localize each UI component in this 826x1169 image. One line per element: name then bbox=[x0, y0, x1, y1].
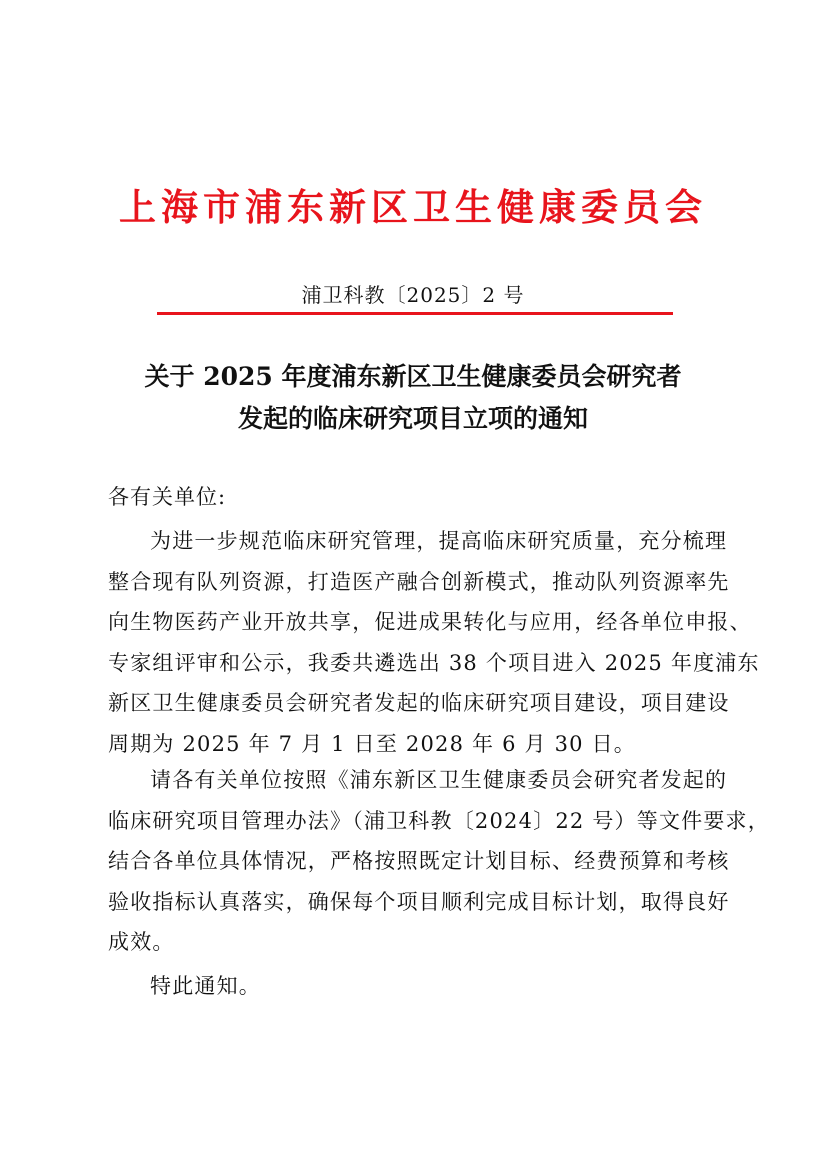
notice-title-line-2: 发起的临床研究项目立项的通知 bbox=[237, 404, 588, 433]
closing-line: 特此通知。 bbox=[150, 974, 261, 998]
paragraph-line: 专家组评审和公示，我委共遴选出 38 个项目进入 2025 年度浦东 bbox=[108, 650, 760, 675]
paragraph-line: 成效。 bbox=[108, 930, 175, 954]
paragraph-line: 验收指标认真落实，确保每个项目顺利完成目标计划，取得良好 bbox=[108, 889, 730, 914]
paragraph-line: 周期为 2025 年 7 月 1 日至 2028 年 6 月 30 日。 bbox=[108, 731, 636, 756]
closing-paragraph bbox=[108, 966, 720, 1007]
notice-title bbox=[0, 356, 826, 440]
body-paragraph-1 bbox=[108, 521, 760, 764]
red-divider-rule bbox=[157, 312, 673, 315]
organization-header: 上海市浦东新区卫生健康委员会 bbox=[119, 186, 707, 229]
paragraph-line: 结合各单位具体情况，严格按照既定计划目标、经费预算和考核 bbox=[108, 849, 730, 873]
notice-title-line-1: 关于 2025 年度浦东新区卫生健康委员会研究者 bbox=[144, 362, 682, 391]
paragraph-line: 向生物医药产业开放共享，促进成果转化与应用，经各单位申报、 bbox=[108, 610, 752, 634]
paragraph-line: 请各有关单位按照《浦东新区卫生健康委员会研究者发起的 bbox=[150, 768, 728, 792]
paragraph-line: 整合现有队列资源，打造医产融合创新模式，推动队列资源率先 bbox=[108, 569, 730, 594]
paragraph-line: 新区卫生健康委员会研究者发起的临床研究项目建设，项目建设 bbox=[108, 691, 730, 715]
paragraph-line: 为进一步规范临床研究管理，提高临床研究质量，充分梳理 bbox=[150, 529, 728, 553]
salutation: 各有关单位: bbox=[108, 485, 227, 509]
body-paragraph-2 bbox=[108, 760, 770, 963]
paragraph-line: 临床研究项目管理办法》（浦卫科教〔2024〕22 号）等文件要求， bbox=[108, 808, 770, 833]
document-number: 浦卫科教〔2025〕2 号 bbox=[301, 283, 525, 307]
